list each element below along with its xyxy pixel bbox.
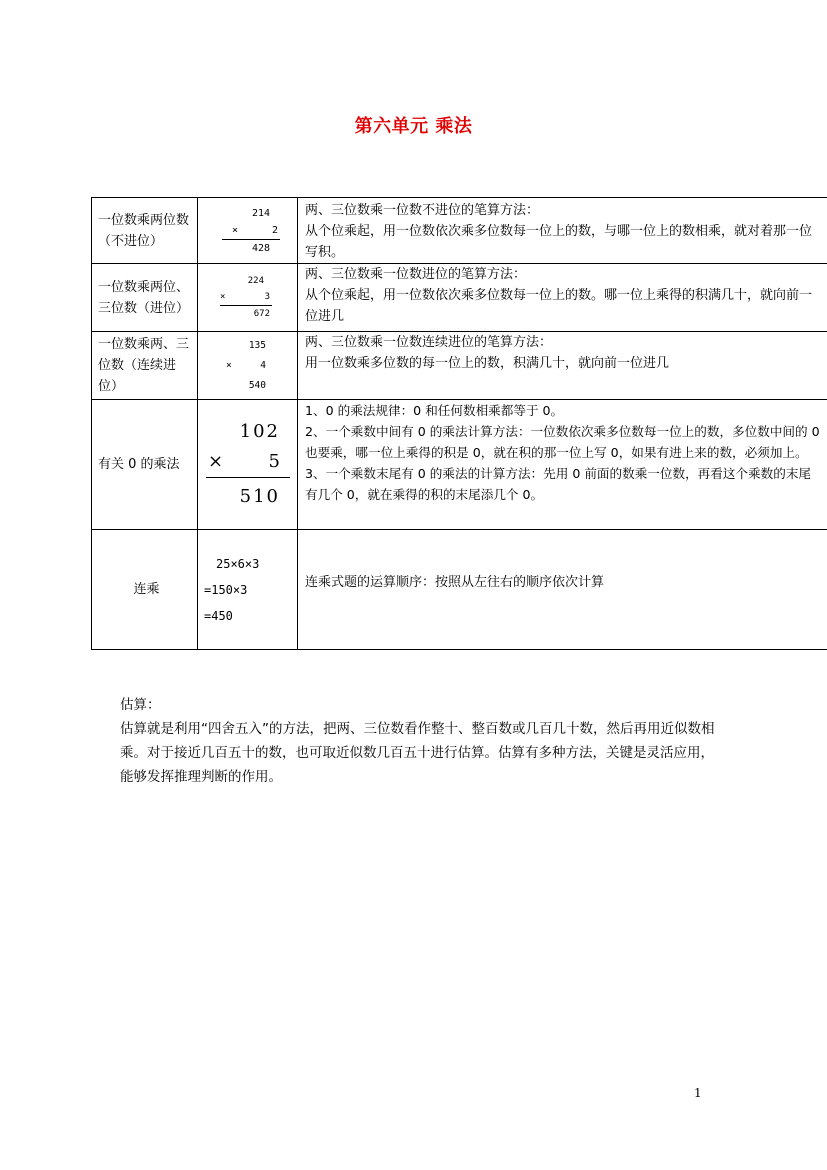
multiplicand: 135 [248, 339, 266, 351]
multiplier-line [220, 289, 272, 305]
method-title: 两、三位数乘一位数进位的笔算方法： [305, 267, 527, 282]
multiplier-line [222, 222, 280, 239]
method-title: 两、三位数乘一位数连续进位的笔算方法： [305, 335, 553, 350]
product: 672 [220, 305, 272, 322]
chain-multiplication [198, 551, 297, 629]
chain-step: =150×3 [204, 582, 248, 597]
method-cell [298, 264, 827, 332]
topic-cell [92, 198, 198, 264]
times-sign: × [208, 451, 224, 472]
estimation-heading: 估算： [120, 697, 161, 713]
method-text: 从个位乘起，用一位数依次乘多位数每一位上的数，与哪一位上的数相乘，就对着那一位写积。 [305, 224, 813, 260]
times-sign: × [220, 292, 226, 302]
example-cell [198, 400, 298, 530]
multiplicand: 224 [247, 276, 264, 286]
method-cell [298, 530, 827, 650]
topic-cell [92, 400, 198, 530]
estimation-section [120, 693, 720, 789]
rule-text: 1、0 的乘法规律：0 和任何数相乘都等于 0。 [305, 403, 564, 418]
method-text: 连乘式题的运算顺序：按照从左往右的顺序依次计算 [305, 575, 605, 590]
multiplier-line [206, 447, 290, 477]
table-row [92, 264, 827, 332]
example-cell [198, 530, 298, 650]
method-cell [298, 332, 827, 400]
method-cell [298, 198, 827, 264]
vertical-multiplication [222, 205, 280, 257]
topic-label: 一位数乘两位数（不进位） [98, 212, 190, 249]
table-row [92, 332, 827, 400]
method-text: 从个位乘起，用一位数依次乘多位数每一位上的数。哪一位上乘得的积满几十，就向前一位进几 [305, 288, 813, 324]
page-number: 1 [694, 1086, 702, 1100]
product: 540 [248, 379, 266, 391]
method-cell [298, 400, 827, 530]
method-text: 用一位数乘多位数的每一位上的数，积满几十，就向前一位进几 [305, 356, 670, 371]
topic-label: 连乘 [133, 582, 160, 597]
topic-label: 一位数乘两位、三位数（进位） [98, 279, 190, 316]
example-cell [198, 198, 298, 264]
table-row [92, 400, 827, 530]
topic-cell [92, 264, 198, 332]
page-title: 第六单元 乘法 [354, 116, 473, 137]
table-row [92, 198, 827, 264]
topic-cell [92, 332, 198, 400]
multiplier: 5 [268, 451, 280, 472]
multiplicand: 102 [239, 421, 280, 442]
chain-step: 25×6×3 [216, 556, 260, 571]
multiplier: 3 [264, 292, 270, 302]
product: 428 [222, 239, 280, 257]
topic-label: 有关 0 的乘法 [98, 457, 180, 472]
multiplier: 4 [260, 359, 266, 371]
example-cell [198, 264, 298, 332]
vertical-multiplication [226, 336, 266, 396]
vertical-multiplication [220, 273, 272, 322]
rule-text: 2、一个乘数中间有 0 的乘法计算方法：一位数依次乘多位数每一位上的数，多位数中间的 0 也要乘，哪一位上乘得的积是 0，就在积的那一位上写 0，如果有进上来的数，必须加上。 [305, 424, 820, 460]
topic-cell [92, 530, 198, 650]
product: 510 [206, 477, 290, 512]
vertical-multiplication [206, 417, 290, 512]
method-title: 两、三位数乘一位数不进位的笔算方法： [305, 203, 540, 218]
example-cell [198, 332, 298, 400]
multiplicand: 214 [251, 207, 270, 219]
rule-text: 3、一个乘数末尾有 0 的乘法的计算方法：先用 0 前面的数乘一位数，再看这个乘数的末尾有几个 0，就在乘得的积的末尾添几个 0。 [305, 466, 812, 502]
chain-step: =450 [204, 608, 233, 623]
multiplier: 2 [271, 224, 278, 236]
table-row [92, 530, 827, 650]
estimation-body: 估算就是利用“四舍五入”的方法，把两、三位数看作整十、整百数或几百几十数，然后再用近似数相乘。对于接近几百五十的数，也可取近似数几百五十进行估算。估算有多种方法，关键是灵活应用，能够发挥推理判断的作用。 [120, 721, 715, 785]
topic-label: 一位数乘两、三位数（连续进位） [98, 337, 190, 394]
times-sign: × [232, 224, 239, 236]
multiplication-summary-table [91, 197, 827, 650]
multiplier-line [226, 356, 266, 376]
times-sign: × [226, 359, 232, 371]
